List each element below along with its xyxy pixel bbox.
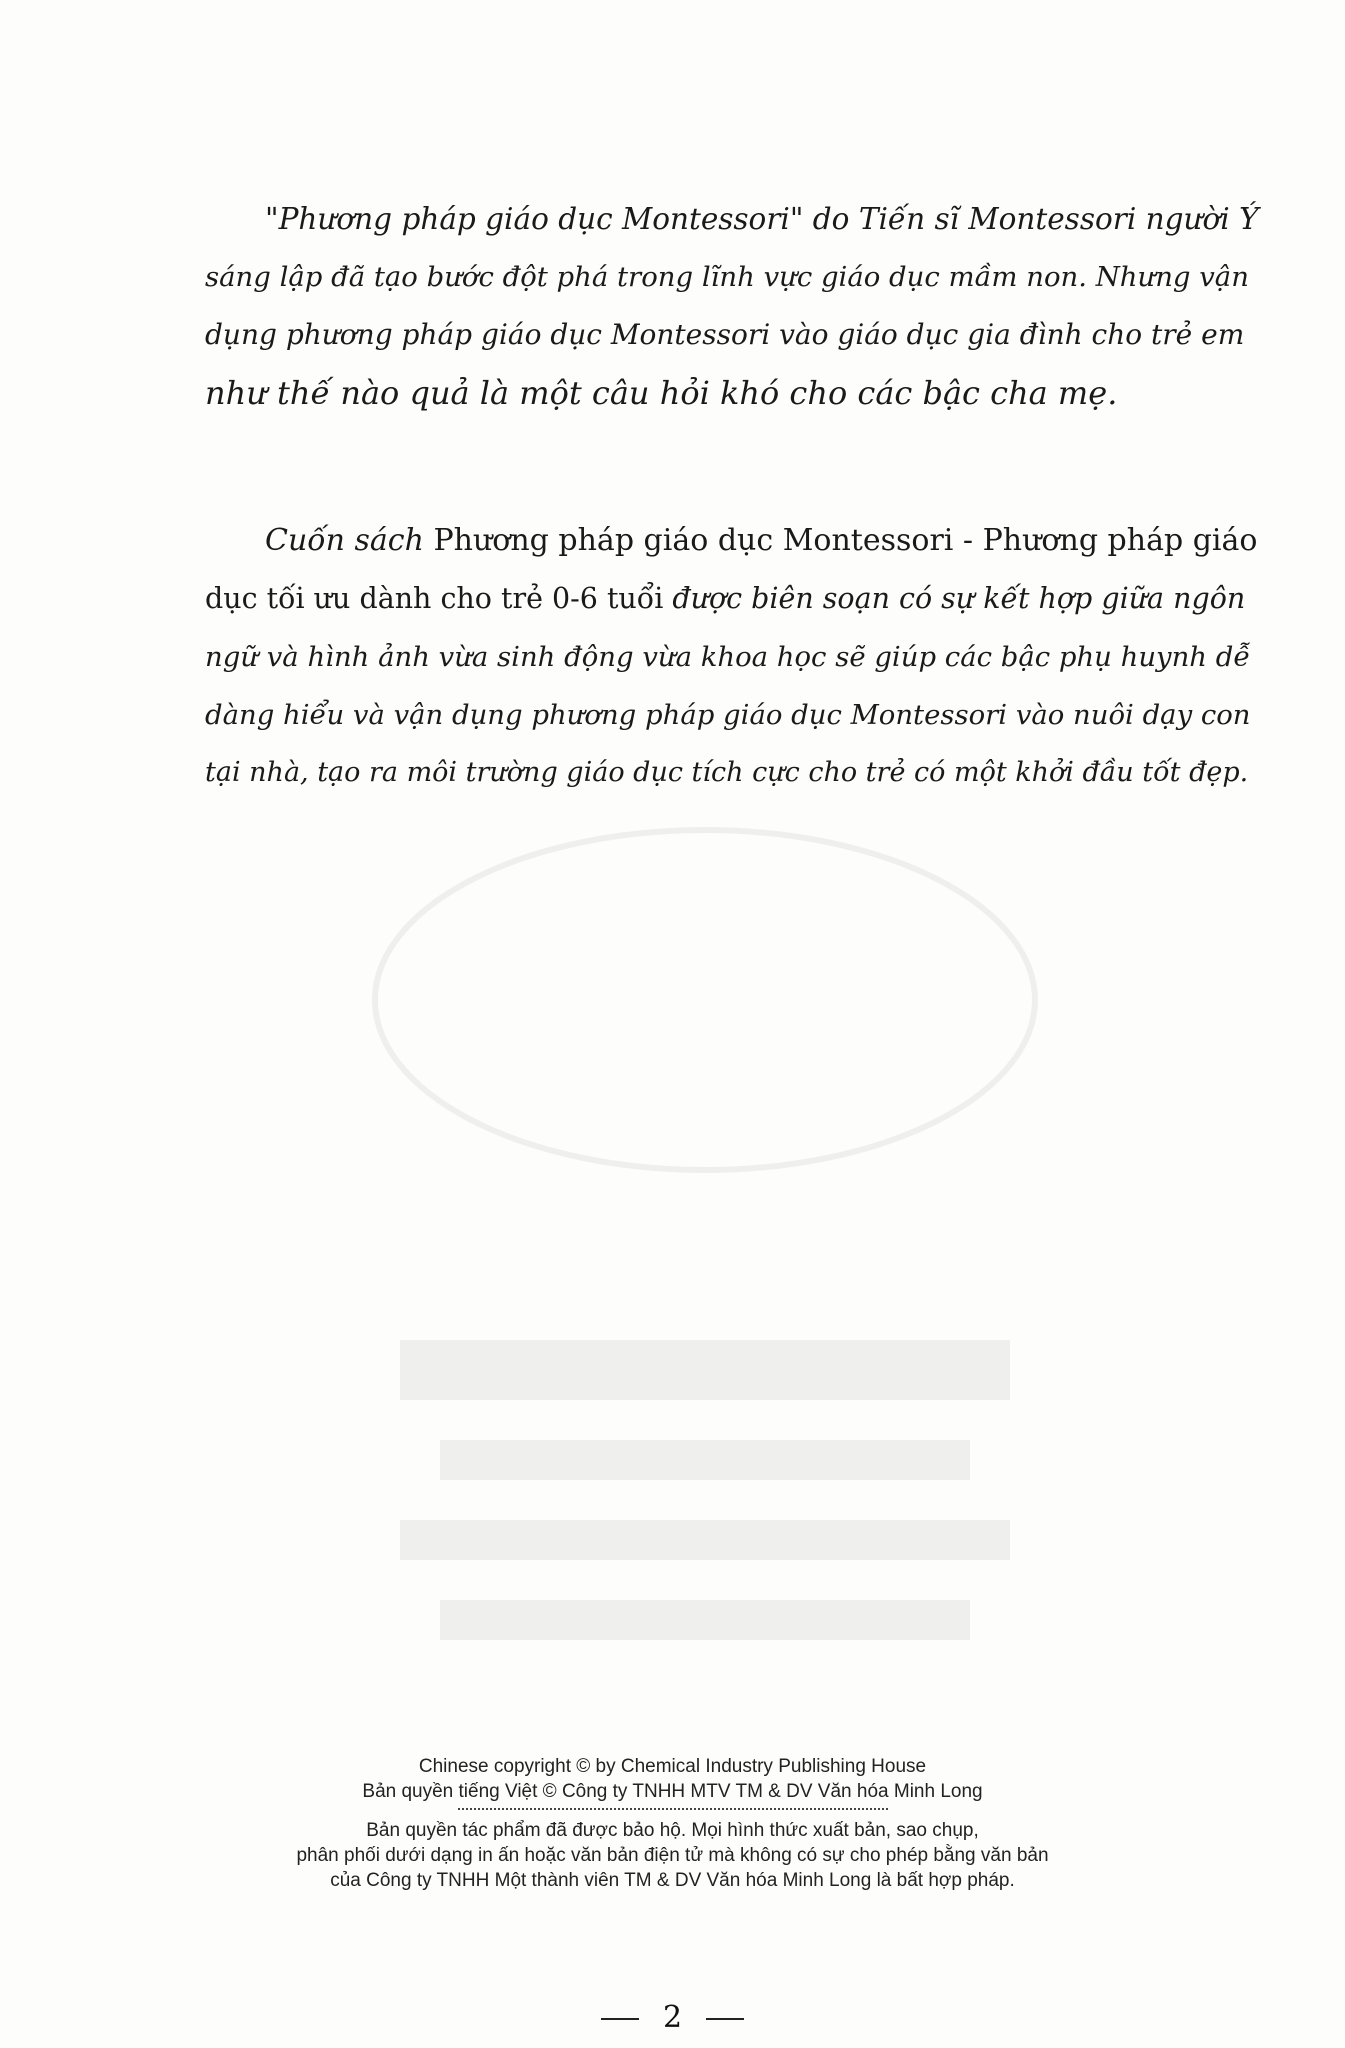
book-title-part-2: dục tối ưu dành cho trẻ 0-6 tuổi bbox=[205, 582, 664, 615]
book-line-2 bbox=[205, 570, 1260, 628]
book-line-3: ngữ và hình ảnh vừa sinh động vừa khoa học sẽ giúp các bậc phụ huynh dễ bbox=[205, 641, 1251, 673]
book-line-1 bbox=[205, 512, 1260, 570]
intro-paragraph bbox=[205, 190, 1260, 422]
intro-line-3: dụng phương pháp giáo dục Montessori vào giáo dục gia đình cho trẻ em bbox=[205, 318, 1245, 351]
folio-dash-left bbox=[601, 2018, 639, 2020]
intro-line-4: như thế nào quả là một câu hỏi khó cho các bậc cha mẹ. bbox=[205, 374, 1118, 412]
copyright-notice-line-3: của Công ty TNHH Một thành viên TM & DV Văn hóa Minh Long là bất hợp pháp. bbox=[330, 1870, 1015, 1891]
show-through-artwork bbox=[280, 820, 1130, 1720]
copyright-notice-line-1: Bản quyền tác phẩm đã được bảo hộ. Mọi hình thức xuất bản, sao chụp, bbox=[366, 1820, 979, 1841]
dotted-divider bbox=[458, 1808, 888, 1810]
vietnamese-copyright: Bản quyền tiếng Việt © Công ty TNHH MTV TM & DV Văn hóa Minh Long bbox=[362, 1781, 983, 1802]
book-paragraph bbox=[205, 512, 1260, 802]
book-line-4: dàng hiểu và vận dụng phương pháp giáo dục Montessori vào nuôi dạy con bbox=[205, 699, 1251, 731]
book-line-5: tại nhà, tạo ra môi trường giáo dục tích cực cho trẻ có một khởi đầu tốt đẹp. bbox=[205, 757, 1249, 788]
chinese-copyright: Chinese copyright © by Chemical Industry Publishing House bbox=[418, 1756, 927, 1777]
intro-line-1: "Phương pháp giáo dục Montessori" do Tiến sĩ Montessori người Ý bbox=[265, 202, 1259, 236]
intro-line-2: sáng lập đã tạo bước đột phá trong lĩnh vực giáo dục mầm non. Nhưng vận bbox=[205, 261, 1249, 293]
book-line-2-rest: được biên soạn có sự kết hợp giữa ngôn bbox=[672, 582, 1246, 615]
copyright-notice-line-2: phân phối dưới dạng in ấn hoặc văn bản điện tử mà không có sự cho phép bằng văn bản bbox=[296, 1845, 1049, 1866]
page-number: 2 bbox=[662, 2000, 683, 2035]
book-title-part-1: Phương pháp giáo dục Montessori - Phương pháp giáo bbox=[433, 523, 1258, 558]
book-lead: Cuốn sách bbox=[265, 523, 424, 558]
copyright-block bbox=[0, 1754, 1345, 1893]
page-folio bbox=[0, 1998, 1345, 2038]
folio-dash-right bbox=[706, 2018, 744, 2020]
